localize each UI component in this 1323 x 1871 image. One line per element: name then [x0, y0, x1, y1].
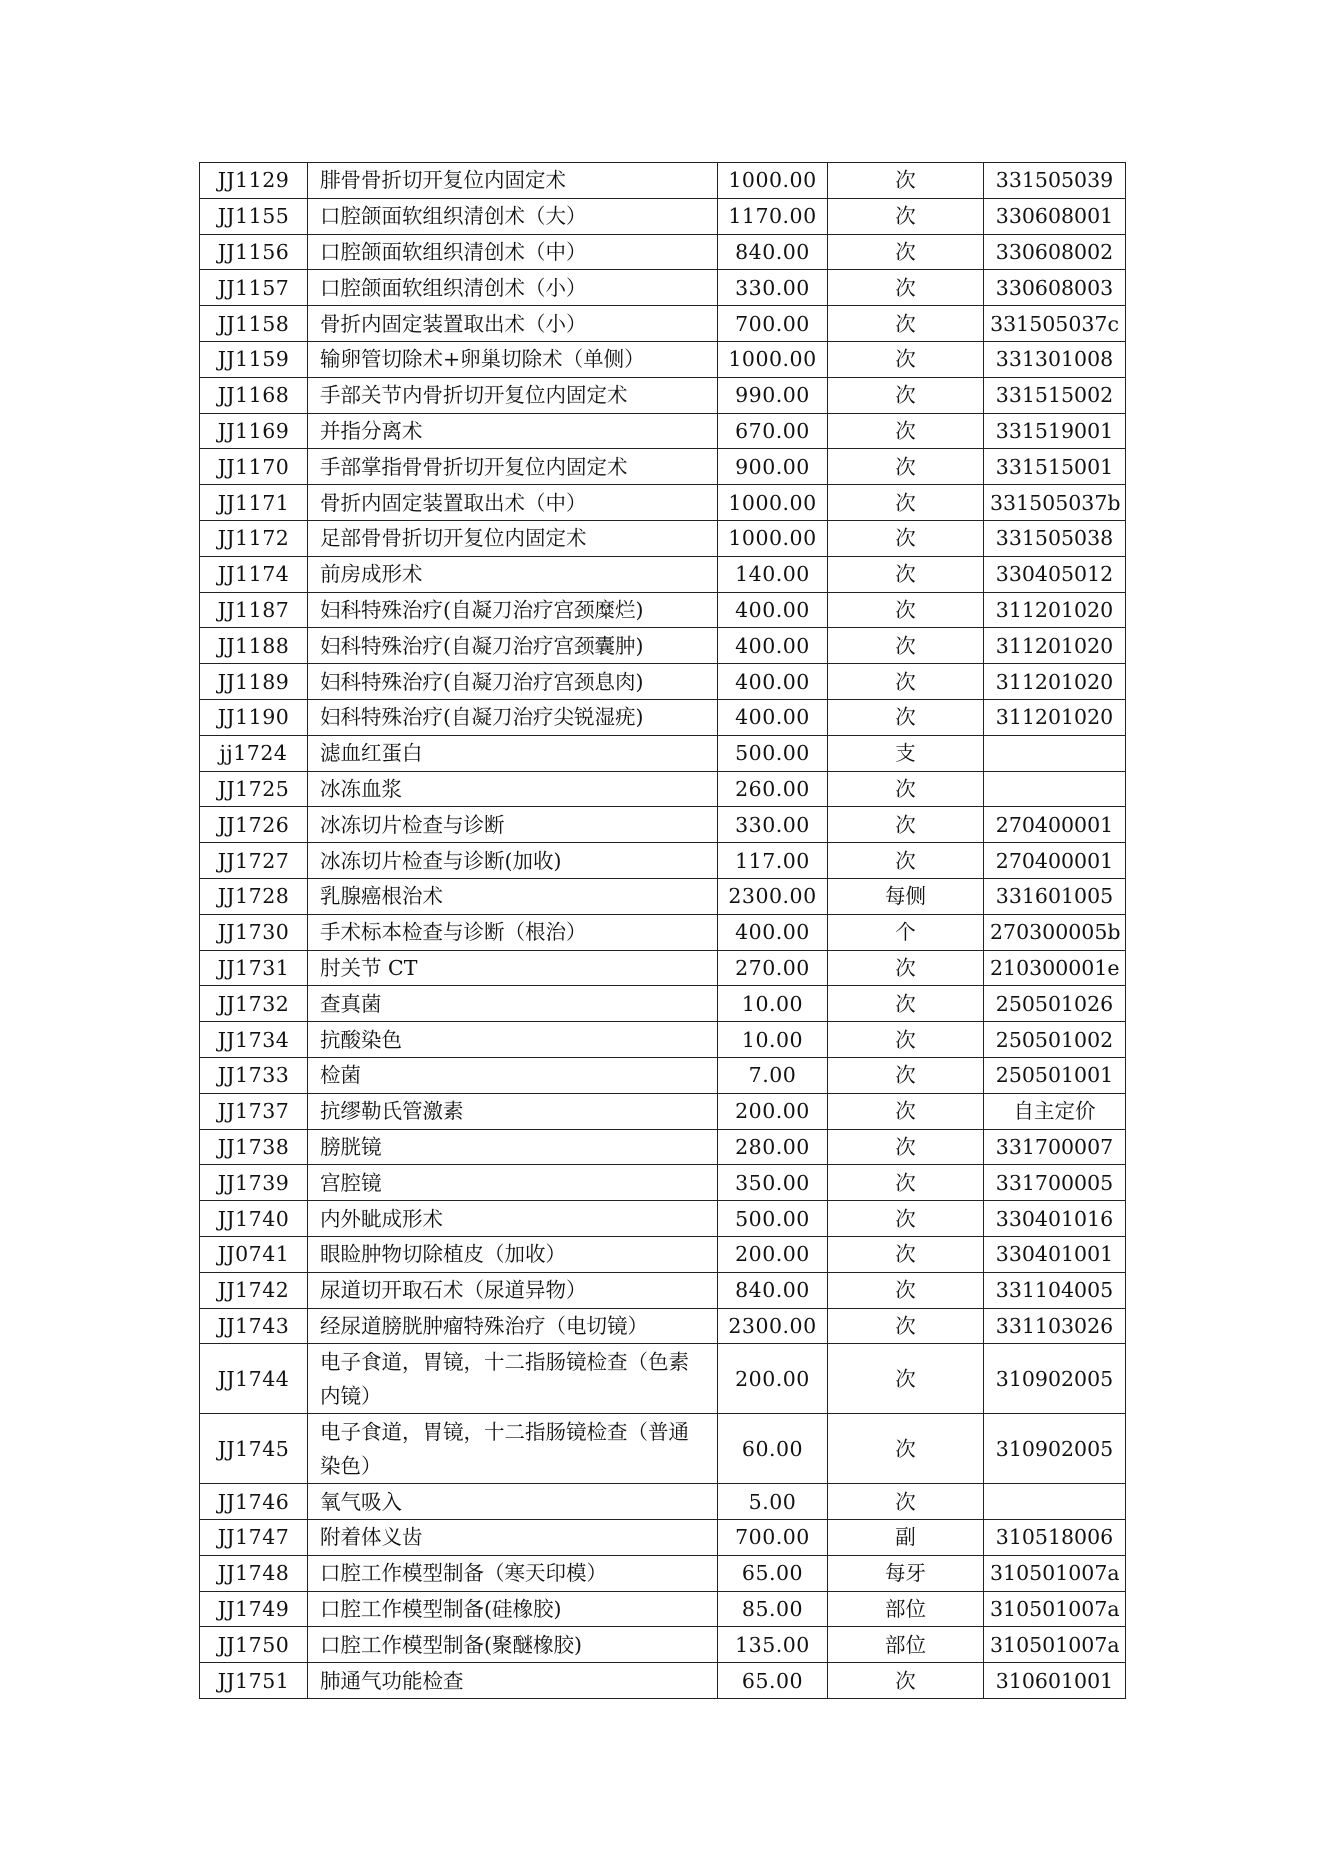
item-code-cell: JJ1740 — [200, 1201, 308, 1237]
item-name-cell: 腓骨骨折切开复位内固定术 — [308, 163, 718, 199]
price-cell: 840.00 — [718, 1272, 828, 1308]
item-name-cell: 尿道切开取石术（尿道异物） — [308, 1272, 718, 1308]
price-cell: 2300.00 — [718, 878, 828, 914]
price-cell: 500.00 — [718, 1201, 828, 1237]
table-row — [200, 843, 1126, 879]
standard-code-cell: 331601005 — [984, 878, 1126, 914]
item-code-cell: JJ1169 — [200, 413, 308, 449]
price-cell: 1000.00 — [718, 485, 828, 521]
item-code-cell: JJ1188 — [200, 628, 308, 664]
unit-cell: 支 — [828, 735, 984, 771]
standard-code-cell: 310601001 — [984, 1663, 1126, 1699]
standard-code-cell: 自主定价 — [984, 1093, 1126, 1129]
table-row — [200, 735, 1126, 771]
table-row — [200, 1484, 1126, 1520]
item-code-cell: JJ1156 — [200, 234, 308, 270]
unit-cell: 次 — [828, 270, 984, 306]
standard-code-cell: 210300001e — [984, 950, 1126, 986]
item-name-cell: 手部关节内骨折切开复位内固定术 — [308, 377, 718, 413]
unit-cell: 次 — [828, 950, 984, 986]
unit-cell: 每侧 — [828, 878, 984, 914]
item-name-cell: 电子食道，胃镜，十二指肠镜检查（色素内镜） — [308, 1344, 718, 1414]
item-code-cell: JJ1742 — [200, 1272, 308, 1308]
item-name-cell: 电子食道，胃镜，十二指肠镜检查（普通染色） — [308, 1414, 718, 1484]
price-cell: 200.00 — [718, 1236, 828, 1272]
item-code-cell: JJ1725 — [200, 771, 308, 807]
unit-cell: 次 — [828, 449, 984, 485]
table-row — [200, 1344, 1126, 1414]
standard-code-cell: 310501007a — [984, 1555, 1126, 1591]
standard-code-cell: 331505039 — [984, 163, 1126, 199]
table-row — [200, 163, 1126, 199]
item-code-cell: JJ1189 — [200, 664, 308, 700]
unit-cell: 次 — [828, 163, 984, 199]
table-row — [200, 1129, 1126, 1165]
standard-code-cell: 331505038 — [984, 520, 1126, 556]
item-name-cell: 检菌 — [308, 1057, 718, 1093]
item-name-cell: 查真菌 — [308, 986, 718, 1022]
unit-cell: 次 — [828, 1663, 984, 1699]
unit-cell: 副 — [828, 1520, 984, 1556]
standard-code-cell — [984, 735, 1126, 771]
price-cell: 700.00 — [718, 306, 828, 342]
item-code-cell: JJ1750 — [200, 1627, 308, 1663]
item-name-cell: 抗酸染色 — [308, 1022, 718, 1058]
standard-code-cell: 311201020 — [984, 628, 1126, 664]
item-code-cell: JJ1744 — [200, 1344, 308, 1414]
table-row — [200, 449, 1126, 485]
item-name-cell: 输卵管切除术+卵巢切除术（单侧） — [308, 341, 718, 377]
unit-cell: 次 — [828, 807, 984, 843]
table-row — [200, 1308, 1126, 1344]
table-row — [200, 592, 1126, 628]
unit-cell: 次 — [828, 198, 984, 234]
item-code-cell: JJ1159 — [200, 341, 308, 377]
table-row — [200, 1272, 1126, 1308]
standard-code-cell: 331103026 — [984, 1308, 1126, 1344]
standard-code-cell: 330401016 — [984, 1201, 1126, 1237]
price-cell: 2300.00 — [718, 1308, 828, 1344]
item-name-cell: 口腔颌面软组织清创术（中） — [308, 234, 718, 270]
unit-cell: 次 — [828, 592, 984, 628]
price-cell: 280.00 — [718, 1129, 828, 1165]
item-name-cell: 妇科特殊治疗(自凝刀治疗宫颈糜烂) — [308, 592, 718, 628]
item-code-cell: JJ1727 — [200, 843, 308, 879]
unit-cell: 次 — [828, 1484, 984, 1520]
price-cell: 990.00 — [718, 377, 828, 413]
unit-cell: 次 — [828, 843, 984, 879]
standard-code-cell: 310902005 — [984, 1344, 1126, 1414]
table-row — [200, 198, 1126, 234]
item-code-cell: JJ1170 — [200, 449, 308, 485]
unit-cell: 次 — [828, 1201, 984, 1237]
unit-cell: 次 — [828, 1308, 984, 1344]
item-name-cell: 抗缪勒氏管激素 — [308, 1093, 718, 1129]
price-cell: 10.00 — [718, 986, 828, 1022]
price-cell: 1000.00 — [718, 341, 828, 377]
standard-code-cell: 250501001 — [984, 1057, 1126, 1093]
item-name-cell: 口腔颌面软组织清创术（小） — [308, 270, 718, 306]
table-row — [200, 807, 1126, 843]
standard-code-cell: 250501026 — [984, 986, 1126, 1022]
price-cell: 117.00 — [718, 843, 828, 879]
item-name-cell: 眼睑肿物切除植皮（加收） — [308, 1236, 718, 1272]
item-name-cell: 肺通气功能检查 — [308, 1663, 718, 1699]
item-name-cell: 冰冻切片检查与诊断(加收) — [308, 843, 718, 879]
unit-cell: 次 — [828, 1236, 984, 1272]
standard-code-cell: 331515001 — [984, 449, 1126, 485]
item-name-cell: 膀胱镜 — [308, 1129, 718, 1165]
price-cell: 1170.00 — [718, 198, 828, 234]
item-code-cell: JJ1174 — [200, 556, 308, 592]
item-code-cell: JJ1737 — [200, 1093, 308, 1129]
table-row — [200, 1627, 1126, 1663]
price-cell: 670.00 — [718, 413, 828, 449]
item-name-cell: 口腔工作模型制备（寒天印模） — [308, 1555, 718, 1591]
table-row — [200, 1093, 1126, 1129]
item-code-cell: JJ1732 — [200, 986, 308, 1022]
table-row — [200, 950, 1126, 986]
price-cell: 400.00 — [718, 664, 828, 700]
table-row — [200, 1520, 1126, 1556]
table-row — [200, 878, 1126, 914]
standard-code-cell: 331519001 — [984, 413, 1126, 449]
unit-cell: 次 — [828, 413, 984, 449]
item-name-cell: 宫腔镜 — [308, 1165, 718, 1201]
price-cell: 400.00 — [718, 592, 828, 628]
price-cell: 700.00 — [718, 1520, 828, 1556]
unit-cell: 次 — [828, 234, 984, 270]
item-code-cell: JJ1738 — [200, 1129, 308, 1165]
item-code-cell: JJ1171 — [200, 485, 308, 521]
standard-code-cell: 331301008 — [984, 341, 1126, 377]
item-code-cell: JJ1730 — [200, 914, 308, 950]
unit-cell: 次 — [828, 1022, 984, 1058]
price-table — [199, 162, 1126, 1699]
table-row — [200, 628, 1126, 664]
table-row — [200, 914, 1126, 950]
standard-code-cell: 331505037c — [984, 306, 1126, 342]
item-code-cell: JJ1157 — [200, 270, 308, 306]
table-row — [200, 377, 1126, 413]
price-cell: 260.00 — [718, 771, 828, 807]
item-name-cell: 冰冻血浆 — [308, 771, 718, 807]
item-name-cell: 内外眦成形术 — [308, 1201, 718, 1237]
item-code-cell: JJ1751 — [200, 1663, 308, 1699]
standard-code-cell: 331104005 — [984, 1272, 1126, 1308]
price-cell: 400.00 — [718, 628, 828, 664]
price-cell: 400.00 — [718, 699, 828, 735]
item-name-cell: 足部骨骨折切开复位内固定术 — [308, 520, 718, 556]
price-cell: 65.00 — [718, 1555, 828, 1591]
standard-code-cell: 331700005 — [984, 1165, 1126, 1201]
price-cell: 330.00 — [718, 807, 828, 843]
unit-cell: 次 — [828, 485, 984, 521]
price-cell: 200.00 — [718, 1093, 828, 1129]
standard-code-cell: 250501002 — [984, 1022, 1126, 1058]
price-cell: 1000.00 — [718, 520, 828, 556]
standard-code-cell: 331515002 — [984, 377, 1126, 413]
price-cell: 65.00 — [718, 1663, 828, 1699]
standard-code-cell: 310501007a — [984, 1591, 1126, 1627]
item-name-cell: 冰冻切片检查与诊断 — [308, 807, 718, 843]
item-code-cell: JJ1734 — [200, 1022, 308, 1058]
standard-code-cell: 270300005b — [984, 914, 1126, 950]
item-name-cell: 乳腺癌根治术 — [308, 878, 718, 914]
table-row — [200, 341, 1126, 377]
standard-code-cell: 311201020 — [984, 664, 1126, 700]
item-name-cell: 并指分离术 — [308, 413, 718, 449]
item-code-cell: JJ1158 — [200, 306, 308, 342]
standard-code-cell — [984, 771, 1126, 807]
table-row — [200, 1022, 1126, 1058]
table-row — [200, 1555, 1126, 1591]
price-cell: 840.00 — [718, 234, 828, 270]
price-cell: 270.00 — [718, 950, 828, 986]
price-cell: 7.00 — [718, 1057, 828, 1093]
item-name-cell: 口腔颌面软组织清创术（大） — [308, 198, 718, 234]
item-code-cell: JJ1748 — [200, 1555, 308, 1591]
table-row — [200, 1591, 1126, 1627]
table-row — [200, 520, 1126, 556]
item-name-cell: 附着体义齿 — [308, 1520, 718, 1556]
item-code-cell: JJ1129 — [200, 163, 308, 199]
item-code-cell: JJ1187 — [200, 592, 308, 628]
price-cell: 5.00 — [718, 1484, 828, 1520]
item-name-cell: 手术标本检查与诊断（根治） — [308, 914, 718, 950]
unit-cell: 次 — [828, 1057, 984, 1093]
item-name-cell: 经尿道膀胱肿瘤特殊治疗（电切镜） — [308, 1308, 718, 1344]
table-row — [200, 1165, 1126, 1201]
item-name-cell: 前房成形术 — [308, 556, 718, 592]
unit-cell: 每牙 — [828, 1555, 984, 1591]
item-name-cell: 手部掌指骨骨折切开复位内固定术 — [308, 449, 718, 485]
table-row — [200, 1057, 1126, 1093]
standard-code-cell: 310902005 — [984, 1414, 1126, 1484]
standard-code-cell: 311201020 — [984, 592, 1126, 628]
unit-cell: 次 — [828, 1272, 984, 1308]
item-code-cell: JJ1728 — [200, 878, 308, 914]
price-cell: 200.00 — [718, 1344, 828, 1414]
unit-cell: 次 — [828, 628, 984, 664]
unit-cell: 次 — [828, 771, 984, 807]
item-name-cell: 骨折内固定装置取出术（小） — [308, 306, 718, 342]
table-row — [200, 1414, 1126, 1484]
table-row — [200, 413, 1126, 449]
price-cell: 350.00 — [718, 1165, 828, 1201]
item-name-cell: 口腔工作模型制备(硅橡胶) — [308, 1591, 718, 1627]
item-name-cell: 妇科特殊治疗(自凝刀治疗宫颈囊肿) — [308, 628, 718, 664]
item-name-cell: 肘关节 CT — [308, 950, 718, 986]
standard-code-cell: 330405012 — [984, 556, 1126, 592]
item-code-cell: JJ1172 — [200, 520, 308, 556]
standard-code-cell — [984, 1484, 1126, 1520]
item-name-cell: 氧气吸入 — [308, 1484, 718, 1520]
unit-cell: 次 — [828, 306, 984, 342]
standard-code-cell: 331700007 — [984, 1129, 1126, 1165]
item-code-cell: JJ1739 — [200, 1165, 308, 1201]
unit-cell: 个 — [828, 914, 984, 950]
table-row — [200, 485, 1126, 521]
table-row — [200, 556, 1126, 592]
standard-code-cell: 310518006 — [984, 1520, 1126, 1556]
price-cell: 140.00 — [718, 556, 828, 592]
price-cell: 1000.00 — [718, 163, 828, 199]
item-name-cell: 妇科特殊治疗(自凝刀治疗宫颈息肉) — [308, 664, 718, 700]
item-code-cell: JJ1726 — [200, 807, 308, 843]
unit-cell: 次 — [828, 1093, 984, 1129]
unit-cell: 次 — [828, 1344, 984, 1414]
price-cell: 900.00 — [718, 449, 828, 485]
standard-code-cell: 331505037b — [984, 485, 1126, 521]
table-row — [200, 986, 1126, 1022]
item-code-cell: JJ1743 — [200, 1308, 308, 1344]
standard-code-cell: 310501007a — [984, 1627, 1126, 1663]
unit-cell: 次 — [828, 1414, 984, 1484]
unit-cell: 次 — [828, 1165, 984, 1201]
standard-code-cell: 270400001 — [984, 807, 1126, 843]
price-cell: 60.00 — [718, 1414, 828, 1484]
item-name-cell: 口腔工作模型制备(聚醚橡胶) — [308, 1627, 718, 1663]
item-code-cell: JJ1746 — [200, 1484, 308, 1520]
item-code-cell: JJ0741 — [200, 1236, 308, 1272]
price-cell: 330.00 — [718, 270, 828, 306]
price-cell: 85.00 — [718, 1591, 828, 1627]
table-row — [200, 270, 1126, 306]
table-row — [200, 771, 1126, 807]
unit-cell: 次 — [828, 341, 984, 377]
standard-code-cell: 330608001 — [984, 198, 1126, 234]
item-code-cell: JJ1731 — [200, 950, 308, 986]
unit-cell: 次 — [828, 1129, 984, 1165]
standard-code-cell: 330608002 — [984, 234, 1126, 270]
price-cell: 500.00 — [718, 735, 828, 771]
unit-cell: 次 — [828, 986, 984, 1022]
item-code-cell: JJ1749 — [200, 1591, 308, 1627]
unit-cell: 次 — [828, 664, 984, 700]
standard-code-cell: 330401001 — [984, 1236, 1126, 1272]
price-cell: 10.00 — [718, 1022, 828, 1058]
standard-code-cell: 270400001 — [984, 843, 1126, 879]
item-code-cell: jj1724 — [200, 735, 308, 771]
item-name-cell: 骨折内固定装置取出术（中） — [308, 485, 718, 521]
price-cell: 135.00 — [718, 1627, 828, 1663]
item-code-cell: JJ1747 — [200, 1520, 308, 1556]
standard-code-cell: 330608003 — [984, 270, 1126, 306]
table-row — [200, 306, 1126, 342]
table-row — [200, 234, 1126, 270]
table-row — [200, 1663, 1126, 1699]
item-code-cell: JJ1168 — [200, 377, 308, 413]
price-cell: 400.00 — [718, 914, 828, 950]
unit-cell: 次 — [828, 520, 984, 556]
item-code-cell: JJ1155 — [200, 198, 308, 234]
unit-cell: 次 — [828, 699, 984, 735]
item-name-cell: 滤血红蛋白 — [308, 735, 718, 771]
table-row — [200, 664, 1126, 700]
unit-cell: 次 — [828, 377, 984, 413]
table-row — [200, 1236, 1126, 1272]
item-code-cell: JJ1745 — [200, 1414, 308, 1484]
standard-code-cell: 311201020 — [984, 699, 1126, 735]
table-row — [200, 1201, 1126, 1237]
table-row — [200, 699, 1126, 735]
table-body — [200, 163, 1126, 1699]
unit-cell: 部位 — [828, 1591, 984, 1627]
unit-cell: 部位 — [828, 1627, 984, 1663]
unit-cell: 次 — [828, 556, 984, 592]
item-code-cell: JJ1733 — [200, 1057, 308, 1093]
item-name-cell: 妇科特殊治疗(自凝刀治疗尖锐湿疣) — [308, 699, 718, 735]
item-code-cell: JJ1190 — [200, 699, 308, 735]
